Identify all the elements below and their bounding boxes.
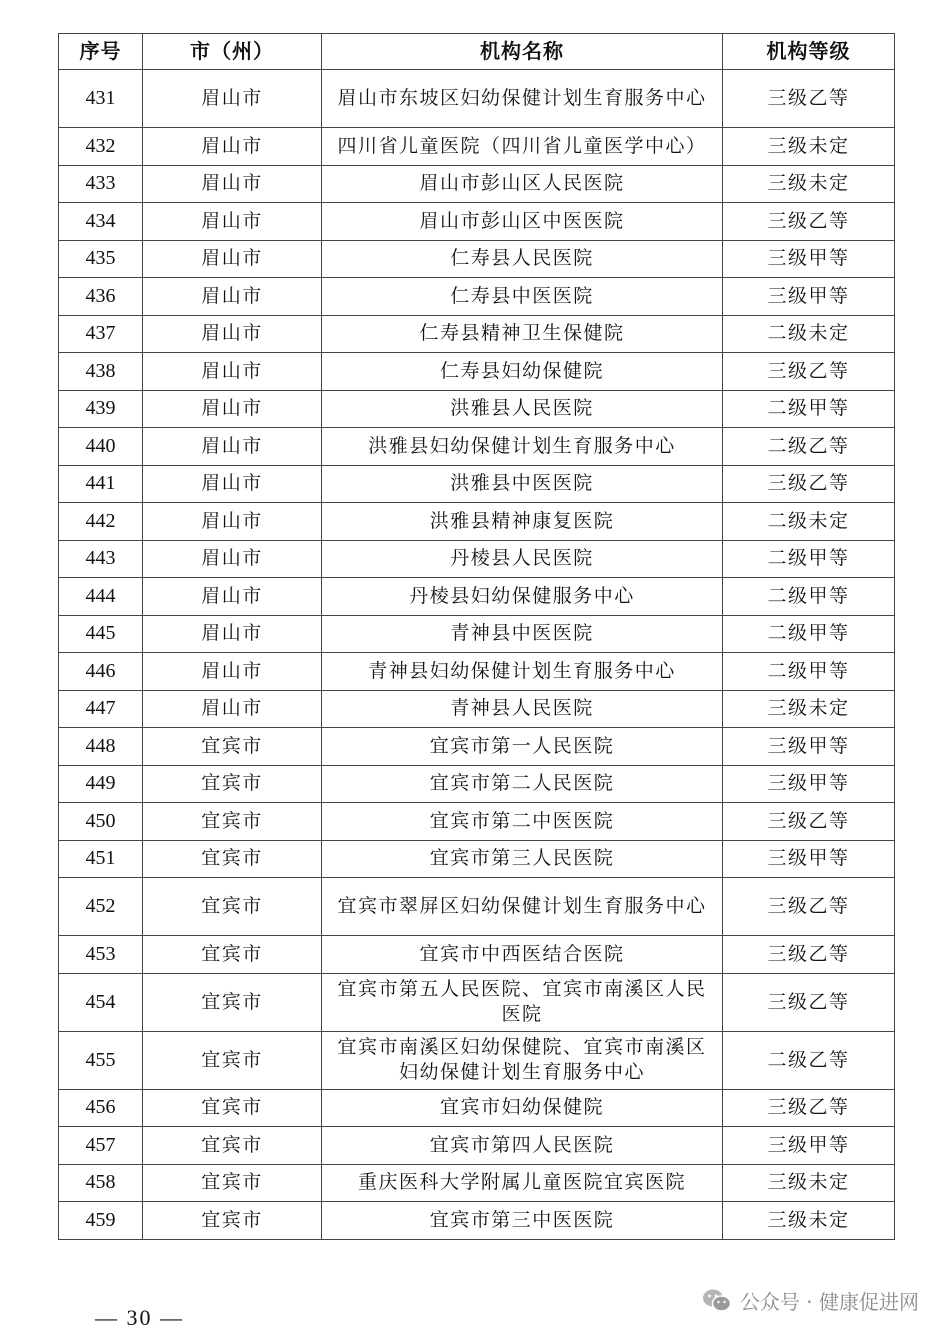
table-row <box>59 840 895 878</box>
cell-city: 眉山市 <box>143 615 322 653</box>
cell-serial-number: 451 <box>59 840 143 878</box>
cell-city: 眉山市 <box>143 240 322 278</box>
cell-institution-name: 丹棱县人民医院 <box>322 540 723 578</box>
cell-serial-number: 441 <box>59 465 143 503</box>
cell-city: 宜宾市 <box>143 840 322 878</box>
cell-institution-level: 三级乙等 <box>723 973 895 1031</box>
cell-serial-number: 432 <box>59 128 143 166</box>
cell-institution-level: 三级乙等 <box>723 878 895 936</box>
cell-institution-name: 洪雅县人民医院 <box>322 390 723 428</box>
cell-institution-level: 二级甲等 <box>723 540 895 578</box>
table-row <box>59 70 895 128</box>
cell-institution-name: 青神县妇幼保健计划生育服务中心 <box>322 653 723 691</box>
cell-serial-number: 434 <box>59 203 143 241</box>
cell-institution-level: 二级甲等 <box>723 653 895 691</box>
table-row <box>59 578 895 616</box>
cell-city: 宜宾市 <box>143 973 322 1031</box>
header-institution-name: 机构名称 <box>322 34 723 70</box>
cell-institution-name: 宜宾市南溪区妇幼保健院、宜宾市南溪区妇幼保健计划生育服务中心 <box>322 1031 723 1089</box>
cell-institution-name: 青神县中医医院 <box>322 615 723 653</box>
cell-city: 眉山市 <box>143 353 322 391</box>
cell-institution-name: 洪雅县妇幼保健计划生育服务中心 <box>322 428 723 466</box>
cell-institution-name: 仁寿县妇幼保健院 <box>322 353 723 391</box>
table-row <box>59 240 895 278</box>
cell-serial-number: 452 <box>59 878 143 936</box>
cell-institution-name: 宜宾市第四人民医院 <box>322 1127 723 1165</box>
table-row <box>59 1031 895 1089</box>
cell-city: 眉山市 <box>143 203 322 241</box>
cell-institution-level: 二级乙等 <box>723 1031 895 1089</box>
cell-serial-number: 453 <box>59 936 143 974</box>
table-row <box>59 128 895 166</box>
cell-city: 眉山市 <box>143 70 322 128</box>
cell-institution-level: 三级乙等 <box>723 70 895 128</box>
cell-city: 眉山市 <box>143 503 322 541</box>
cell-city: 宜宾市 <box>143 1127 322 1165</box>
cell-city: 眉山市 <box>143 128 322 166</box>
cell-city: 眉山市 <box>143 540 322 578</box>
cell-city: 宜宾市 <box>143 803 322 841</box>
cell-institution-level: 三级未定 <box>723 165 895 203</box>
cell-institution-level: 三级甲等 <box>723 1127 895 1165</box>
cell-serial-number: 450 <box>59 803 143 841</box>
table-row <box>59 1127 895 1165</box>
cell-serial-number: 445 <box>59 615 143 653</box>
cell-institution-level: 三级甲等 <box>723 840 895 878</box>
table-row <box>59 503 895 541</box>
cell-serial-number: 459 <box>59 1202 143 1240</box>
cell-serial-number: 454 <box>59 973 143 1031</box>
cell-institution-name: 宜宾市第五人民医院、宜宾市南溪区人民医院 <box>322 973 723 1031</box>
cell-city: 宜宾市 <box>143 1031 322 1089</box>
table-row <box>59 278 895 316</box>
cell-institution-level: 三级乙等 <box>723 353 895 391</box>
cell-institution-level: 三级未定 <box>723 690 895 728</box>
cell-institution-name: 宜宾市第二中医医院 <box>322 803 723 841</box>
cell-serial-number: 442 <box>59 503 143 541</box>
cell-city: 眉山市 <box>143 428 322 466</box>
cell-institution-name: 青神县人民医院 <box>322 690 723 728</box>
table-row <box>59 165 895 203</box>
cell-city: 宜宾市 <box>143 1089 322 1127</box>
cell-city: 眉山市 <box>143 315 322 353</box>
cell-institution-name: 宜宾市第三人民医院 <box>322 840 723 878</box>
header-city: 市（州） <box>143 34 322 70</box>
table-row <box>59 1164 895 1202</box>
cell-institution-name: 四川省儿童医院（四川省儿童医学中心） <box>322 128 723 166</box>
cell-city: 眉山市 <box>143 465 322 503</box>
cell-institution-level: 三级乙等 <box>723 203 895 241</box>
cell-institution-level: 二级甲等 <box>723 578 895 616</box>
table-row <box>59 315 895 353</box>
cell-serial-number: 435 <box>59 240 143 278</box>
table-row <box>59 1089 895 1127</box>
cell-institution-level: 二级甲等 <box>723 615 895 653</box>
cell-institution-name: 仁寿县中医医院 <box>322 278 723 316</box>
cell-serial-number: 438 <box>59 353 143 391</box>
cell-serial-number: 433 <box>59 165 143 203</box>
table-row <box>59 390 895 428</box>
cell-serial-number: 444 <box>59 578 143 616</box>
cell-institution-name: 洪雅县中医医院 <box>322 465 723 503</box>
table-row <box>59 690 895 728</box>
table-row <box>59 465 895 503</box>
cell-serial-number: 446 <box>59 653 143 691</box>
cell-serial-number: 455 <box>59 1031 143 1089</box>
table-row <box>59 803 895 841</box>
cell-institution-level: 三级乙等 <box>723 1089 895 1127</box>
table-row <box>59 728 895 766</box>
cell-serial-number: 448 <box>59 728 143 766</box>
cell-serial-number: 439 <box>59 390 143 428</box>
cell-institution-level: 三级乙等 <box>723 936 895 974</box>
cell-institution-name: 宜宾市第一人民医院 <box>322 728 723 766</box>
table-row <box>59 615 895 653</box>
page-number: — 30 — <box>95 1305 184 1330</box>
cell-city: 眉山市 <box>143 165 322 203</box>
cell-institution-level: 三级甲等 <box>723 765 895 803</box>
table-row <box>59 878 895 936</box>
table-row <box>59 428 895 466</box>
cell-institution-level: 二级乙等 <box>723 428 895 466</box>
cell-institution-name: 重庆医科大学附属儿童医院宜宾医院 <box>322 1164 723 1202</box>
table-row <box>59 1202 895 1240</box>
cell-institution-level: 二级未定 <box>723 315 895 353</box>
cell-institution-name: 眉山市彭山区中医医院 <box>322 203 723 241</box>
table-row <box>59 973 895 1031</box>
cell-city: 宜宾市 <box>143 1164 322 1202</box>
table-row <box>59 936 895 974</box>
cell-institution-level: 二级甲等 <box>723 390 895 428</box>
table-row <box>59 540 895 578</box>
cell-serial-number: 447 <box>59 690 143 728</box>
cell-institution-level: 三级未定 <box>723 128 895 166</box>
cell-city: 宜宾市 <box>143 936 322 974</box>
cell-institution-name: 眉山市东坡区妇幼保健计划生育服务中心 <box>322 70 723 128</box>
cell-serial-number: 456 <box>59 1089 143 1127</box>
cell-serial-number: 443 <box>59 540 143 578</box>
table-row <box>59 765 895 803</box>
cell-institution-level: 二级未定 <box>723 503 895 541</box>
wechat-icon <box>702 1288 732 1314</box>
header-serial-number: 序号 <box>59 34 143 70</box>
cell-city: 眉山市 <box>143 390 322 428</box>
cell-institution-level: 三级未定 <box>723 1202 895 1240</box>
cell-city: 眉山市 <box>143 690 322 728</box>
cell-serial-number: 436 <box>59 278 143 316</box>
watermark-text: 公众号 · 健康促进网 <box>739 1290 919 1314</box>
cell-city: 宜宾市 <box>143 1202 322 1240</box>
cell-city: 宜宾市 <box>143 878 322 936</box>
cell-serial-number: 449 <box>59 765 143 803</box>
cell-city: 宜宾市 <box>143 765 322 803</box>
cell-institution-level: 三级甲等 <box>723 278 895 316</box>
cell-institution-name: 丹棱县妇幼保健服务中心 <box>322 578 723 616</box>
hospital-table <box>58 33 895 1240</box>
cell-institution-name: 洪雅县精神康复医院 <box>322 503 723 541</box>
cell-serial-number: 457 <box>59 1127 143 1165</box>
cell-institution-level: 三级未定 <box>723 1164 895 1202</box>
cell-city: 眉山市 <box>143 278 322 316</box>
cell-serial-number: 458 <box>59 1164 143 1202</box>
cell-institution-level: 三级乙等 <box>723 465 895 503</box>
cell-serial-number: 440 <box>59 428 143 466</box>
cell-institution-name: 宜宾市妇幼保健院 <box>322 1089 723 1127</box>
table-row <box>59 353 895 391</box>
cell-institution-name: 仁寿县人民医院 <box>322 240 723 278</box>
cell-institution-name: 宜宾市第三中医医院 <box>322 1202 723 1240</box>
table-row <box>59 203 895 241</box>
table-header-row <box>59 34 895 70</box>
cell-institution-name: 眉山市彭山区人民医院 <box>322 165 723 203</box>
header-institution-level: 机构等级 <box>723 34 895 70</box>
cell-institution-level: 三级甲等 <box>723 728 895 766</box>
cell-institution-name: 仁寿县精神卫生保健院 <box>322 315 723 353</box>
cell-institution-level: 三级乙等 <box>723 803 895 841</box>
cell-city: 眉山市 <box>143 578 322 616</box>
watermark <box>702 1286 919 1315</box>
cell-city: 宜宾市 <box>143 728 322 766</box>
cell-institution-name: 宜宾市翠屏区妇幼保健计划生育服务中心 <box>322 878 723 936</box>
cell-institution-name: 宜宾市中西医结合医院 <box>322 936 723 974</box>
cell-serial-number: 437 <box>59 315 143 353</box>
table-row <box>59 653 895 691</box>
cell-institution-level: 三级甲等 <box>723 240 895 278</box>
cell-city: 眉山市 <box>143 653 322 691</box>
cell-serial-number: 431 <box>59 70 143 128</box>
cell-institution-name: 宜宾市第二人民医院 <box>322 765 723 803</box>
